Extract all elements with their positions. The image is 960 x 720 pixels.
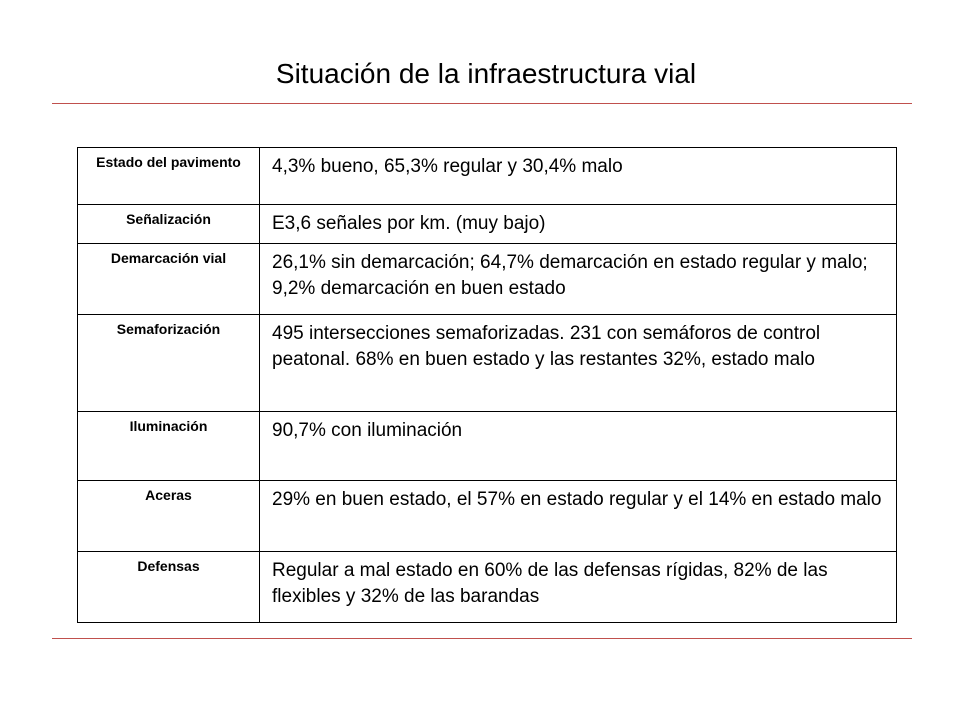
top-divider xyxy=(52,103,912,104)
bottom-divider xyxy=(52,638,912,639)
table-row xyxy=(78,244,897,315)
row-label: Iluminación xyxy=(78,412,260,481)
row-label: Demarcación vial xyxy=(78,244,260,315)
infrastructure-table xyxy=(77,147,897,623)
row-label: Estado del pavimento xyxy=(78,148,260,205)
row-value: 26,1% sin demarcación; 64,7% demarcación en estado regular y malo; 9,2% demarcación en buen estado xyxy=(260,244,897,315)
row-value: 495 intersecciones semaforizadas. 231 con semáforos de control peatonal. 68% en buen estado y las restantes 32%, estado malo xyxy=(260,315,897,412)
slide-title: Situación de la infraestructura vial xyxy=(275,58,697,89)
table-row xyxy=(78,481,897,552)
table-row xyxy=(78,552,897,623)
row-label: Defensas xyxy=(78,552,260,623)
row-value: E3,6 señales por km. (muy bajo) xyxy=(260,205,897,244)
row-value: Regular a mal estado en 60% de las defensas rígidas, 82% de las flexibles y 32% de las barandas xyxy=(260,552,897,623)
table-row xyxy=(78,412,897,481)
row-value: 4,3% bueno, 65,3% regular y 30,4% malo xyxy=(260,148,897,205)
row-label: Señalización xyxy=(78,205,260,244)
row-value: 90,7% con iluminación xyxy=(260,412,897,481)
row-label: Aceras xyxy=(78,481,260,552)
row-value: 29% en buen estado, el 57% en estado regular y el 14% en estado malo xyxy=(260,481,897,552)
row-label: Semaforización xyxy=(78,315,260,412)
table-row xyxy=(78,315,897,412)
table-row xyxy=(78,148,897,205)
table-row xyxy=(78,205,897,244)
